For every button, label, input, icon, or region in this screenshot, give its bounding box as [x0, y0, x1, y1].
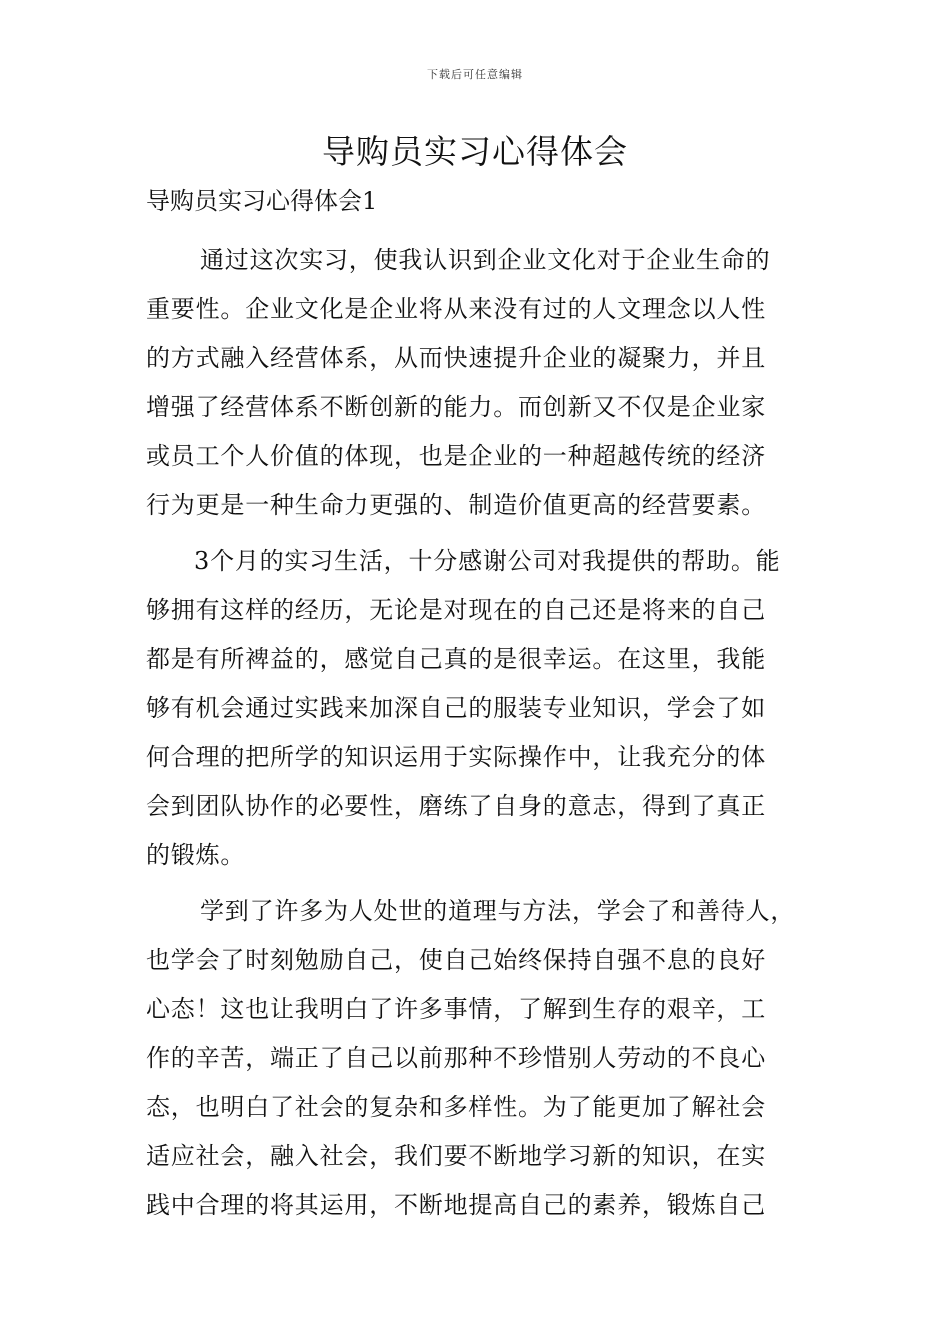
paragraph-line: 态，也明白了社会的复杂和多样性。为了能更加了解社会	[146, 1093, 766, 1121]
paragraph-line: 够拥有这样的经历，无论是对现在的自己还是将来的自己	[146, 596, 766, 624]
paragraph-line: 践中合理的将其运用，不断地提高自己的素养，锻炼自己	[146, 1191, 766, 1219]
paragraph-line: 或员工个人价值的体现，也是企业的一种超越传统的经济	[146, 442, 766, 470]
header-note: 下载后可任意编辑	[427, 68, 523, 81]
paragraph-line: 适应社会，融入社会，我们要不断地学习新的知识，在实	[146, 1142, 766, 1170]
document-body	[146, 177, 814, 1230]
paragraph-line: 何合理的把所学的知识运用于实际操作中，让我充分的体	[146, 743, 766, 771]
paragraph-line: 够有机会通过实践来加深自己的服装专业知识，学会了如	[146, 694, 766, 722]
paragraph-line: 心态！这也让我明白了许多事情，了解到生存的艰辛，工	[146, 995, 766, 1023]
paragraph-2	[146, 537, 814, 880]
paragraph-line: 会到团队协作的必要性，磨练了自身的意志，得到了真正	[146, 792, 766, 820]
section-subtitle: 导购员实习心得体会1	[146, 187, 378, 215]
paragraph-line: 3个月的实习生活，十分感谢公司对我提供的帮助。能	[194, 547, 781, 575]
paragraph-line: 行为更是一种生命力更强的、制造价值更高的经营要素。	[146, 491, 766, 519]
paragraph-3	[146, 887, 814, 1230]
paragraph-line: 也学会了时刻勉励自己，使自己始终保持自强不息的良好	[146, 946, 766, 974]
paragraph-line: 学到了许多为人处世的道理与方法，学会了和善待人，	[200, 897, 796, 925]
paragraph-line: 的方式融入经营体系，从而快速提升企业的凝聚力，并且	[146, 344, 766, 372]
paragraph-line: 的锻炼。	[146, 841, 246, 869]
paragraph-line: 作的辛苦，端正了自己以前那种不珍惜别人劳动的不良心	[146, 1044, 766, 1072]
paragraph-line: 重要性。企业文化是企业将从来没有过的人文理念以人性	[146, 295, 766, 323]
paragraph-line: 通过这次实习，使我认识到企业文化对于企业生命的	[200, 246, 771, 274]
paragraph-line: 都是有所裨益的，感觉自己真的是很幸运。在这里，我能	[146, 645, 766, 673]
document-title: 导购员实习心得体会	[322, 132, 628, 171]
paragraph-line: 增强了经营体系不断创新的能力。而创新又不仅是企业家	[146, 393, 766, 421]
paragraph-1	[146, 236, 814, 530]
